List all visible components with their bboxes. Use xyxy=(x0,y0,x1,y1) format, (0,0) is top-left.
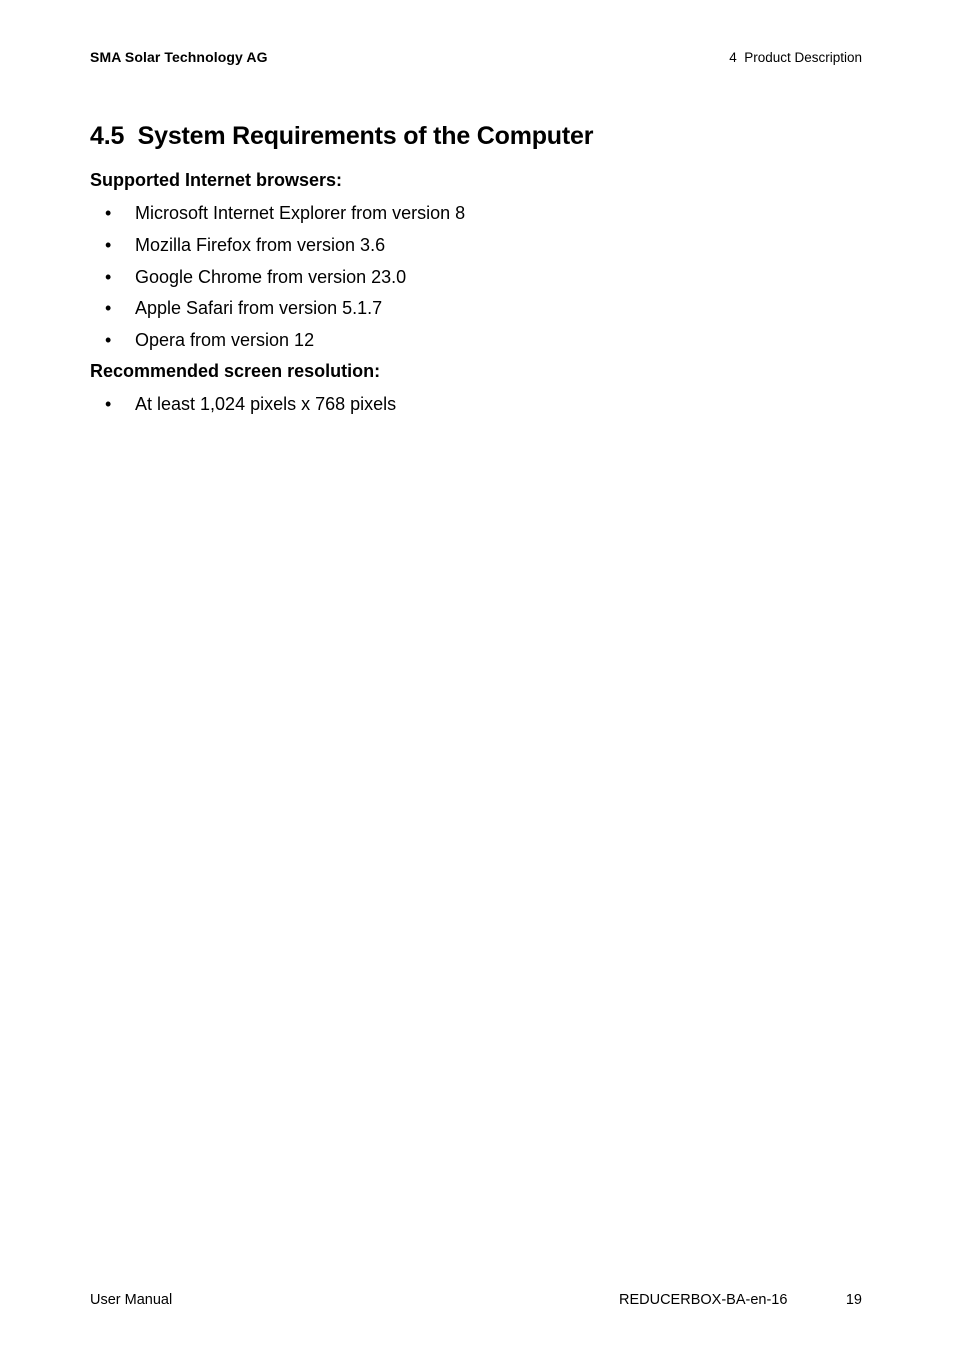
bullet-icon: • xyxy=(105,298,112,319)
footer-page-number: 19 xyxy=(845,1292,862,1308)
list-item xyxy=(90,393,396,425)
list-item-text: Microsoft Internet Explorer from version 8 xyxy=(135,203,466,223)
list-item xyxy=(90,329,465,361)
browsers-heading: Supported Internet browsers: xyxy=(90,170,343,190)
header-company-name: SMA Solar Technology AG xyxy=(90,49,268,65)
footer-document-id: REDUCERBOX-BA-en-16 xyxy=(619,1292,788,1308)
resolution-list xyxy=(90,393,396,425)
list-item-text: Apple Safari from version 5.1.7 xyxy=(135,298,383,319)
bullet-icon: • xyxy=(105,394,112,414)
bullet-icon: • xyxy=(105,234,112,255)
list-item-text: Mozilla Firefox from version 3.6 xyxy=(135,234,386,255)
bullet-icon: • xyxy=(105,330,112,351)
header-chapter-title: 4 Product Description xyxy=(729,50,862,65)
list-item-text: Google Chrome from version 23.0 xyxy=(135,266,407,287)
list-item-text: At least 1,024 pixels x 768 pixels xyxy=(135,394,397,414)
browsers-list xyxy=(90,202,465,361)
list-item xyxy=(90,202,465,234)
bullet-icon: • xyxy=(105,266,112,287)
list-item xyxy=(90,234,465,266)
bullet-icon: • xyxy=(105,203,112,223)
footer-document-type: User Manual xyxy=(90,1292,173,1308)
list-item-text: Opera from version 12 xyxy=(135,330,315,351)
list-item xyxy=(90,297,465,329)
section-title: 4.5 System Requirements of the Computer xyxy=(90,122,594,150)
list-item xyxy=(90,266,465,298)
resolution-heading: Recommended screen resolution: xyxy=(90,361,381,381)
